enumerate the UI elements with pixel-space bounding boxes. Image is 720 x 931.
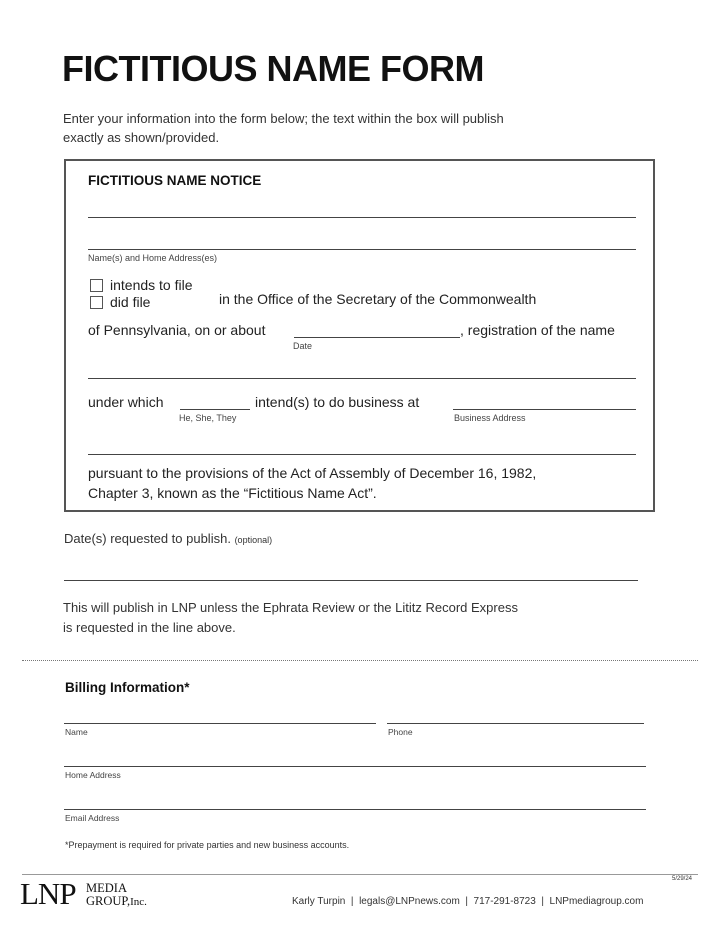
office-text: in the Office of the Secretary of the Commonwealth xyxy=(219,291,537,307)
billing-phone-input[interactable] xyxy=(387,707,644,723)
business-address-line-2 xyxy=(88,454,636,455)
footer-divider xyxy=(22,874,698,875)
intend-text: intend(s) to do business at xyxy=(255,394,420,410)
date-label: Date xyxy=(293,341,313,351)
logo-inc-word: Inc. xyxy=(130,895,147,908)
billing-home-address-line xyxy=(64,766,646,767)
pronoun-line xyxy=(180,409,250,410)
registration-text: , registration of the name xyxy=(460,322,615,338)
business-address-label: Business Address xyxy=(454,413,526,423)
intends-to-file-label: intends to file xyxy=(110,277,193,293)
did-file-label: did file xyxy=(110,294,151,310)
did-file-checkbox[interactable] xyxy=(90,296,103,309)
intends-to-file-checkbox[interactable] xyxy=(90,279,103,292)
billing-name-input[interactable] xyxy=(64,707,376,723)
notice-heading: FICTITIOUS NAME NOTICE xyxy=(88,173,262,188)
billing-email-line xyxy=(64,809,646,810)
logo-group-word: GROUP, xyxy=(86,893,131,908)
billing-email-input[interactable] xyxy=(64,793,646,809)
contact-info: Karly Turpin | legals@LNPnews.com | 717-291-8723 | LNPmediagroup.com xyxy=(292,896,644,907)
section-divider xyxy=(22,660,698,661)
billing-phone-label: Phone xyxy=(388,727,413,737)
billing-name-label: Name xyxy=(65,727,88,737)
pronoun-input[interactable] xyxy=(180,393,250,409)
under-which-text: under which xyxy=(88,394,164,410)
names-line-1-input[interactable] xyxy=(88,201,636,217)
pursuant-line-2: Chapter 3, known as the “Fictitious Name Act”. xyxy=(88,485,377,501)
billing-home-address-input[interactable] xyxy=(64,750,646,766)
intro-line-1: Enter your information into the form below; the text within the box will publish xyxy=(63,111,504,126)
business-address-line-2-input[interactable] xyxy=(88,438,636,454)
names-line-1 xyxy=(88,217,636,218)
names-line-2 xyxy=(88,249,636,250)
publish-dates-text: Date(s) requested to publish. xyxy=(64,531,231,546)
billing-email-label: Email Address xyxy=(65,813,120,823)
pursuant-line-1: pursuant to the provisions of the Act of Assembly of December 16, 1982, xyxy=(88,465,537,481)
pennsylvania-text: of Pennsylvania, on or about xyxy=(88,322,266,338)
publish-dates-input[interactable] xyxy=(64,564,638,580)
logo-group-line xyxy=(86,895,147,909)
logo-media-word: MEDIA xyxy=(86,881,127,895)
registered-name-line xyxy=(88,378,636,379)
revision-date: 5/29/24 xyxy=(672,876,693,882)
date-input[interactable] xyxy=(294,321,460,337)
publish-note-line-1: This will publish in LNP unless the Ephrata Review or the Lititz Record Express xyxy=(63,600,518,615)
optional-label: (optional) xyxy=(234,535,273,545)
publish-dates-line xyxy=(64,580,638,581)
page-title: FICTITIOUS NAME FORM xyxy=(62,48,484,89)
intro-line-2: exactly as shown/provided. xyxy=(63,130,220,145)
publish-note-line-2: is requested in the line above. xyxy=(63,620,236,635)
billing-name-line xyxy=(64,723,376,724)
billing-home-address-label: Home Address xyxy=(65,770,121,780)
billing-heading: Billing Information* xyxy=(65,680,190,695)
date-line xyxy=(294,337,460,338)
prepayment-footnote: *Prepayment is required for private parties and new business accounts. xyxy=(65,840,350,850)
names-label: Name(s) and Home Address(es) xyxy=(88,253,218,263)
media-group-logo-text xyxy=(86,882,147,908)
publish-dates-label xyxy=(64,531,272,546)
business-address-line xyxy=(453,409,636,410)
billing-phone-line xyxy=(387,723,644,724)
pronoun-label: He, She, They xyxy=(179,413,237,423)
lnp-logo: LNP xyxy=(20,876,76,911)
registered-name-input[interactable] xyxy=(88,362,636,378)
business-address-input[interactable] xyxy=(453,393,636,409)
intro-text xyxy=(63,109,623,147)
names-line-2-input[interactable] xyxy=(88,233,636,249)
